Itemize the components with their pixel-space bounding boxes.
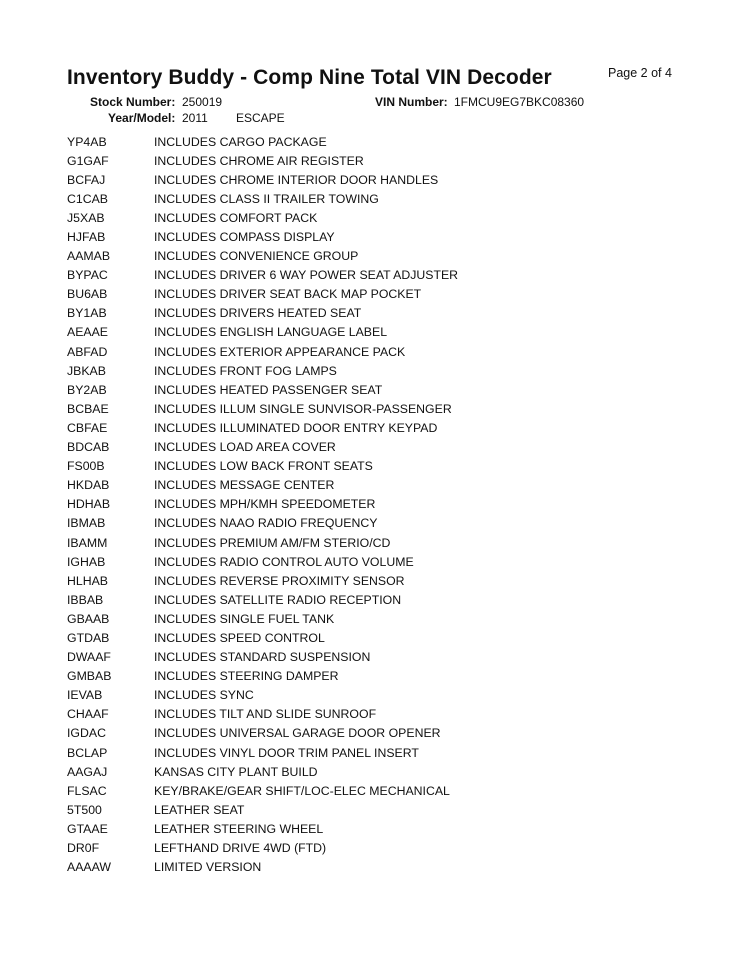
option-code: AAAAW bbox=[67, 860, 111, 875]
option-description: INCLUDES VINYL DOOR TRIM PANEL INSERT bbox=[154, 745, 419, 760]
option-code: BCLAP bbox=[67, 745, 108, 760]
option-row bbox=[67, 323, 458, 342]
option-code: IBAMM bbox=[67, 535, 108, 550]
option-code: BY1AB bbox=[67, 306, 107, 321]
option-code: IGDAC bbox=[67, 726, 106, 741]
option-code: GMBAB bbox=[67, 669, 112, 684]
option-code: 5T500 bbox=[67, 802, 102, 817]
option-description: INCLUDES ILLUMINATED DOOR ENTRY KEYPAD bbox=[154, 420, 438, 435]
vin-number-label: VIN Number: bbox=[375, 95, 448, 109]
option-description: INCLUDES MESSAGE CENTER bbox=[154, 478, 335, 493]
vin-number-value: 1FMCU9EG7BKC08360 bbox=[454, 95, 585, 109]
option-description: INCLUDES SYNC bbox=[154, 688, 254, 703]
option-description: INCLUDES CONVENIENCE GROUP bbox=[154, 249, 359, 264]
option-code: DR0F bbox=[67, 841, 100, 856]
option-row bbox=[67, 399, 458, 418]
option-code: CBFAE bbox=[67, 420, 108, 435]
option-row bbox=[67, 457, 458, 476]
option-description: INCLUDES DRIVERS HEATED SEAT bbox=[154, 306, 362, 321]
option-code: HDHAB bbox=[67, 497, 111, 512]
option-code: J5XAB bbox=[67, 210, 105, 225]
option-code: IGHAB bbox=[67, 554, 106, 569]
option-code: IBBAB bbox=[67, 592, 104, 607]
option-description: INCLUDES EXTERIOR APPEARANCE PACK bbox=[154, 344, 406, 359]
option-code: BCBAE bbox=[67, 401, 109, 416]
option-row bbox=[67, 648, 458, 667]
option-code: YP4AB bbox=[67, 134, 107, 149]
stock-number-label: Stock Number: bbox=[90, 95, 176, 109]
option-code: HLHAB bbox=[67, 573, 109, 588]
option-row bbox=[67, 380, 458, 399]
option-description: KEY/BRAKE/GEAR SHIFT/LOC-ELEC MECHANICAL bbox=[154, 783, 450, 798]
option-row bbox=[67, 342, 458, 361]
page-number: Page 2 of 4 bbox=[608, 66, 672, 80]
option-row bbox=[67, 609, 458, 628]
option-row bbox=[67, 724, 458, 743]
option-row bbox=[67, 762, 458, 781]
option-row bbox=[67, 838, 458, 857]
option-row bbox=[67, 247, 458, 266]
option-row bbox=[67, 743, 458, 762]
option-description: LEFTHAND DRIVE 4WD (FTD) bbox=[154, 841, 327, 856]
option-description: INCLUDES COMFORT PACK bbox=[154, 210, 318, 225]
option-description: INCLUDES STANDARD SUSPENSION bbox=[154, 650, 371, 665]
option-code: GBAAB bbox=[67, 611, 110, 626]
option-description: INCLUDES CARGO PACKAGE bbox=[154, 134, 327, 149]
option-description: INCLUDES REVERSE PROXIMITY SENSOR bbox=[154, 573, 405, 588]
option-code: C1CAB bbox=[67, 191, 109, 206]
option-row bbox=[67, 132, 458, 151]
option-row bbox=[67, 686, 458, 705]
option-description: INCLUDES SATELLITE RADIO RECEPTION bbox=[154, 592, 402, 607]
option-row bbox=[67, 552, 458, 571]
option-row bbox=[67, 495, 458, 514]
option-code: BU6AB bbox=[67, 287, 108, 302]
year-model-label: Year/Model: bbox=[108, 111, 176, 125]
option-description: INCLUDES CLASS II TRAILER TOWING bbox=[154, 191, 379, 206]
option-code: AAMAB bbox=[67, 249, 111, 264]
year-value: 2011 bbox=[182, 111, 208, 125]
option-code: AAGAJ bbox=[67, 764, 108, 779]
option-row bbox=[67, 189, 458, 208]
option-description: LEATHER SEAT bbox=[154, 802, 245, 817]
option-code: IBMAB bbox=[67, 516, 106, 531]
option-code: BDCAB bbox=[67, 440, 110, 455]
option-code: JBKAB bbox=[67, 363, 106, 378]
option-description: INCLUDES NAAO RADIO FREQUENCY bbox=[154, 516, 378, 531]
option-description: INCLUDES CHROME INTERIOR DOOR HANDLES bbox=[154, 172, 439, 187]
option-code: HJFAB bbox=[67, 230, 106, 245]
option-code: BYPAC bbox=[67, 268, 108, 283]
option-row bbox=[67, 800, 458, 819]
option-row bbox=[67, 170, 458, 189]
option-row bbox=[67, 304, 458, 323]
option-row bbox=[67, 628, 458, 647]
option-code-list bbox=[67, 132, 458, 877]
option-description: INCLUDES COMPASS DISPLAY bbox=[154, 230, 335, 245]
option-code: ABFAD bbox=[67, 344, 108, 359]
option-description: INCLUDES CHROME AIR REGISTER bbox=[154, 153, 364, 168]
option-row bbox=[67, 227, 458, 246]
option-description: INCLUDES ENGLISH LANGUAGE LABEL bbox=[154, 325, 388, 340]
option-row bbox=[67, 438, 458, 457]
option-description: KANSAS CITY PLANT BUILD bbox=[154, 764, 318, 779]
option-code: AEAAE bbox=[67, 325, 109, 340]
option-description: LEATHER STEERING WHEEL bbox=[154, 821, 324, 836]
option-row bbox=[67, 781, 458, 800]
document-title: Inventory Buddy - Comp Nine Total VIN Decoder bbox=[67, 66, 552, 89]
option-description: INCLUDES UNIVERSAL GARAGE DOOR OPENER bbox=[154, 726, 441, 741]
option-code: FS00B bbox=[67, 459, 105, 474]
option-row bbox=[67, 266, 458, 285]
option-description: INCLUDES MPH/KMH SPEEDOMETER bbox=[154, 497, 376, 512]
option-description: INCLUDES SINGLE FUEL TANK bbox=[154, 611, 335, 626]
option-description: INCLUDES HEATED PASSENGER SEAT bbox=[154, 382, 383, 397]
option-description: INCLUDES PREMIUM AM/FM STERIO/CD bbox=[154, 535, 391, 550]
option-code: IEVAB bbox=[67, 688, 103, 703]
option-row bbox=[67, 285, 458, 304]
model-value: ESCAPE bbox=[236, 111, 285, 125]
option-code: GTAAE bbox=[67, 821, 108, 836]
option-row bbox=[67, 667, 458, 686]
option-row bbox=[67, 819, 458, 838]
option-description: LIMITED VERSION bbox=[154, 860, 262, 875]
option-description: INCLUDES ILLUM SINGLE SUNVISOR-PASSENGER bbox=[154, 401, 452, 416]
option-description: INCLUDES TILT AND SLIDE SUNROOF bbox=[154, 707, 377, 722]
option-code: GTDAB bbox=[67, 630, 110, 645]
option-description: INCLUDES DRIVER 6 WAY POWER SEAT ADJUSTER bbox=[154, 268, 459, 283]
option-description: INCLUDES LOAD AREA COVER bbox=[154, 440, 336, 455]
option-description: INCLUDES DRIVER SEAT BACK MAP POCKET bbox=[154, 287, 422, 302]
option-code: BCFAJ bbox=[67, 172, 106, 187]
option-row bbox=[67, 705, 458, 724]
option-row bbox=[67, 590, 458, 609]
option-description: INCLUDES LOW BACK FRONT SEATS bbox=[154, 459, 373, 474]
option-row bbox=[67, 151, 458, 170]
stock-number-value: 250019 bbox=[182, 95, 223, 109]
option-row bbox=[67, 514, 458, 533]
option-row bbox=[67, 361, 458, 380]
option-code: DWAAF bbox=[67, 650, 111, 665]
option-code: BY2AB bbox=[67, 382, 107, 397]
option-description: INCLUDES FRONT FOG LAMPS bbox=[154, 363, 337, 378]
option-code: FLSAC bbox=[67, 783, 107, 798]
option-description: INCLUDES RADIO CONTROL AUTO VOLUME bbox=[154, 554, 414, 569]
option-row bbox=[67, 418, 458, 437]
option-code: CHAAF bbox=[67, 707, 109, 722]
option-row bbox=[67, 476, 458, 495]
option-code: HKDAB bbox=[67, 478, 110, 493]
option-description: INCLUDES SPEED CONTROL bbox=[154, 630, 325, 645]
option-row bbox=[67, 208, 458, 227]
option-row bbox=[67, 571, 458, 590]
option-row bbox=[67, 858, 458, 877]
option-row bbox=[67, 533, 458, 552]
option-description: INCLUDES STEERING DAMPER bbox=[154, 669, 339, 684]
option-code: G1GAF bbox=[67, 153, 109, 168]
